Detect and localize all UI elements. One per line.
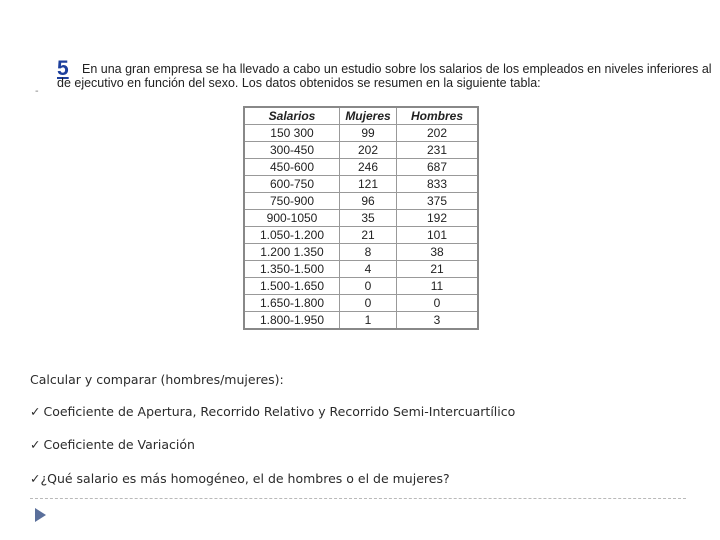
cell-mujeres: 96	[340, 193, 397, 210]
cell-mujeres: 4	[340, 261, 397, 278]
table-row	[244, 244, 478, 261]
cell-hombres: 192	[397, 210, 479, 227]
table-row	[244, 142, 478, 159]
cell-salario: 1.500-1.650	[244, 278, 340, 295]
header-mujeres: Mujeres	[340, 107, 397, 125]
table-row	[244, 295, 478, 312]
cell-mujeres: 99	[340, 125, 397, 142]
cell-mujeres: 35	[340, 210, 397, 227]
cell-salario: 1.200 1.350	[244, 244, 340, 261]
table-row	[244, 159, 478, 176]
cell-hombres: 202	[397, 125, 479, 142]
cell-mujeres: 0	[340, 295, 397, 312]
instruction-item-1	[30, 404, 515, 419]
intro-line-2: de ejecutivo en función del sexo. Los datos obtenidos se resumen en la siguiente tabla:	[57, 76, 541, 90]
cell-hombres: 833	[397, 176, 479, 193]
footer-divider	[30, 498, 686, 499]
instruction-item-3	[30, 471, 450, 486]
table-header-row	[244, 107, 478, 125]
table-row	[244, 261, 478, 278]
instructions-heading: Calcular y comparar (hombres/mujeres):	[30, 372, 284, 387]
cell-salario: 1.650-1.800	[244, 295, 340, 312]
problem-number: 5	[57, 57, 69, 80]
check-icon: ✓	[30, 471, 41, 486]
cell-salario: 1.800-1.950	[244, 312, 340, 330]
cell-hombres: 3	[397, 312, 479, 330]
instruction-item-2-text: Coeficiente de Variación	[43, 437, 195, 452]
salary-table	[243, 106, 479, 330]
cell-mujeres: 21	[340, 227, 397, 244]
cell-mujeres: 8	[340, 244, 397, 261]
cell-hombres: 231	[397, 142, 479, 159]
table-row	[244, 278, 478, 295]
cell-mujeres: 246	[340, 159, 397, 176]
cell-hombres: 101	[397, 227, 479, 244]
cell-salario: 150 300	[244, 125, 340, 142]
header-hombres: Hombres	[397, 107, 479, 125]
problem-intro	[57, 62, 712, 90]
check-icon: ✓	[30, 437, 41, 452]
instruction-item-2	[30, 437, 195, 452]
instruction-item-1-text: Coeficiente de Apertura, Recorrido Relativo y Recorrido Semi-Intercuartílico	[43, 404, 516, 419]
table-row	[244, 193, 478, 210]
cell-hombres: 687	[397, 159, 479, 176]
cell-salario: 450-600	[244, 159, 340, 176]
dash-mark: -	[35, 86, 39, 97]
cell-salario: 300-450	[244, 142, 340, 159]
cell-salario: 900-1050	[244, 210, 340, 227]
table-row	[244, 227, 478, 244]
cell-hombres: 38	[397, 244, 479, 261]
next-slide-arrow-icon[interactable]	[35, 508, 46, 522]
cell-salario: 750-900	[244, 193, 340, 210]
cell-hombres: 11	[397, 278, 479, 295]
cell-hombres: 375	[397, 193, 479, 210]
cell-hombres: 0	[397, 295, 479, 312]
table-row	[244, 312, 478, 330]
table-row	[244, 176, 478, 193]
intro-line-1: En una gran empresa se ha llevado a cabo un estudio sobre los salarios de los empleados en niveles inferiores al	[82, 62, 712, 76]
check-icon: ✓	[30, 404, 41, 419]
cell-mujeres: 1	[340, 312, 397, 330]
cell-mujeres: 121	[340, 176, 397, 193]
cell-mujeres: 202	[340, 142, 397, 159]
table-row	[244, 210, 478, 227]
cell-mujeres: 0	[340, 278, 397, 295]
cell-salario: 600-750	[244, 176, 340, 193]
cell-salario: 1.350-1.500	[244, 261, 340, 278]
cell-salario: 1.050-1.200	[244, 227, 340, 244]
header-salarios: Salarios	[244, 107, 340, 125]
instruction-item-3-text: ¿Qué salario es más homogéneo, el de hombres o el de mujeres?	[40, 471, 450, 486]
table-row	[244, 125, 478, 142]
cell-hombres: 21	[397, 261, 479, 278]
